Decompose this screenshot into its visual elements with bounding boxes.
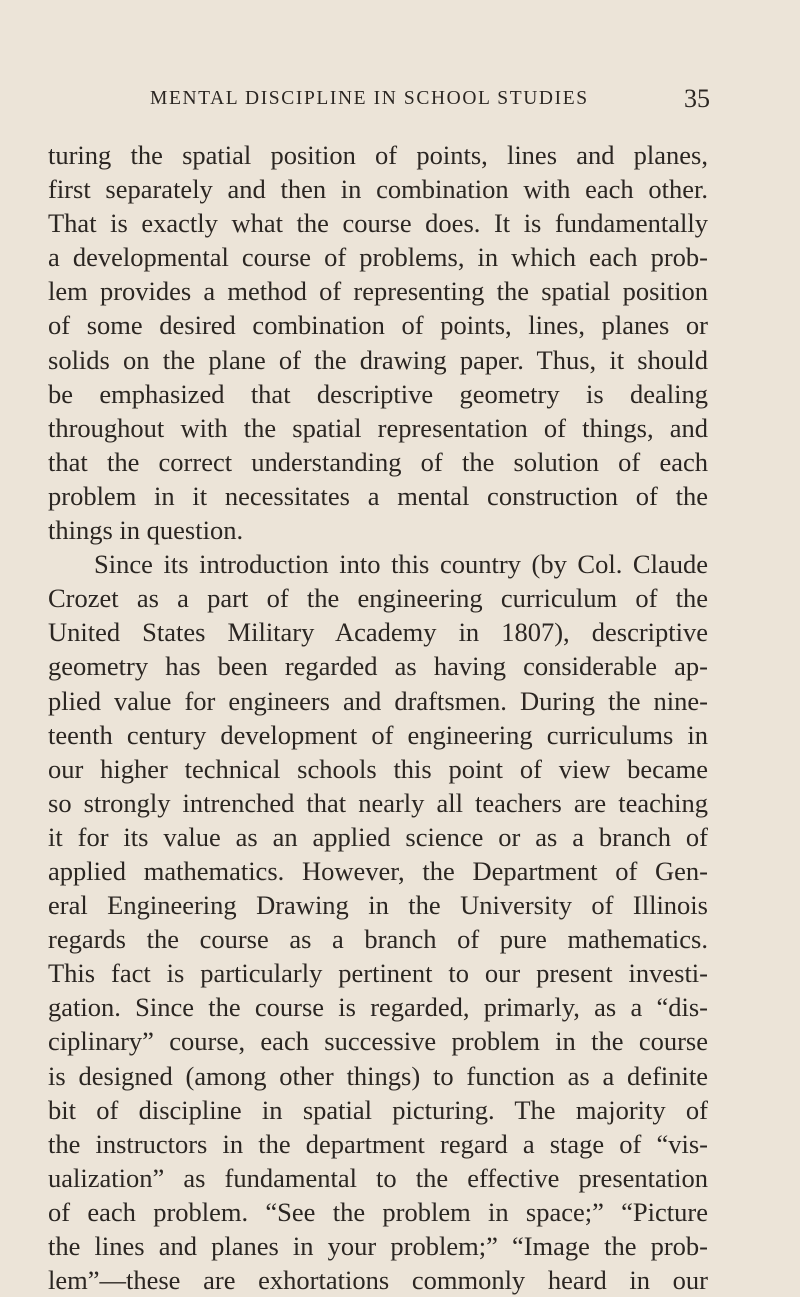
text-line: ciplinary” course, each successive problem in the course — [48, 1026, 708, 1057]
text-line: so strongly intrenched that nearly all teachers are teaching — [48, 787, 708, 818]
paragraph-start-line: Since its introduction into this country (by Col. Claude — [94, 549, 708, 580]
text-line: lem”—these are exhortations commonly heard in our — [48, 1265, 708, 1296]
text-line: geometry has been regarded as having considerable ap- — [48, 651, 708, 682]
text-line: the instructors in the department regard a stage of “vis- — [48, 1128, 708, 1159]
text-line: lem provides a method of representing the spatial position — [48, 276, 708, 307]
text-line: That is exactly what the course does. It is fundamentally — [48, 208, 708, 239]
text-line: the lines and planes in your problem;” “Image the prob- — [48, 1231, 708, 1261]
text-line: United States Military Academy in 1807), descriptive — [48, 617, 708, 648]
text-line: is designed (among other things) to function as a definite — [48, 1060, 708, 1091]
text-line: teenth century development of engineering curriculums in — [48, 719, 708, 750]
text-line: plied value for engineers and draftsmen. During the nine- — [48, 685, 708, 716]
running-title: MENTAL DISCIPLINE IN SCHOOL STUDIES — [150, 88, 589, 109]
text-line: Crozet as a part of the engineering curriculum of the — [48, 583, 708, 614]
running-header — [150, 84, 710, 122]
text-line: that the correct understanding of the solution of each — [48, 446, 708, 477]
text-line: our higher technical schools this point of view became — [48, 753, 708, 784]
paragraph-end-line: things in question. — [48, 515, 244, 546]
text-line: gation. Since the course is regarded, primarly, as a “dis- — [48, 992, 708, 1023]
text-line: of some desired combination of points, lines, planes or — [48, 310, 708, 341]
text-line: eral Engineering Drawing in the University of Illinois — [48, 890, 708, 921]
text-line: applied mathematics. However, the Department of Gen- — [48, 855, 708, 886]
text-line: first separately and then in combination with each other. — [48, 174, 708, 205]
text-line: be emphasized that descriptive geometry is dealing — [48, 378, 708, 409]
text-line: This fact is particularly pertinent to our present investi- — [48, 958, 708, 989]
text-line: of each problem. “See the problem in space;” “Picture — [48, 1196, 708, 1227]
page-number: 35 — [684, 84, 710, 113]
text-line: regards the course as a branch of pure mathematics. — [48, 924, 708, 955]
text-line: solids on the plane of the drawing paper. Thus, it should — [48, 344, 708, 375]
text-line: throughout with the spatial representation of things, and — [48, 412, 708, 443]
text-line: turing the spatial position of points, lines and planes, — [48, 140, 708, 170]
text-line: ualization” as fundamental to the effective presentation — [48, 1162, 708, 1193]
body-text — [48, 138, 708, 1297]
text-line: bit of discipline in spatial picturing. The majority of — [48, 1094, 708, 1125]
text-line: it for its value as an applied science or as a branch of — [48, 821, 708, 852]
text-line: problem in it necessitates a mental construction of the — [48, 480, 708, 511]
text-line: a developmental course of problems, in which each prob- — [48, 242, 708, 273]
